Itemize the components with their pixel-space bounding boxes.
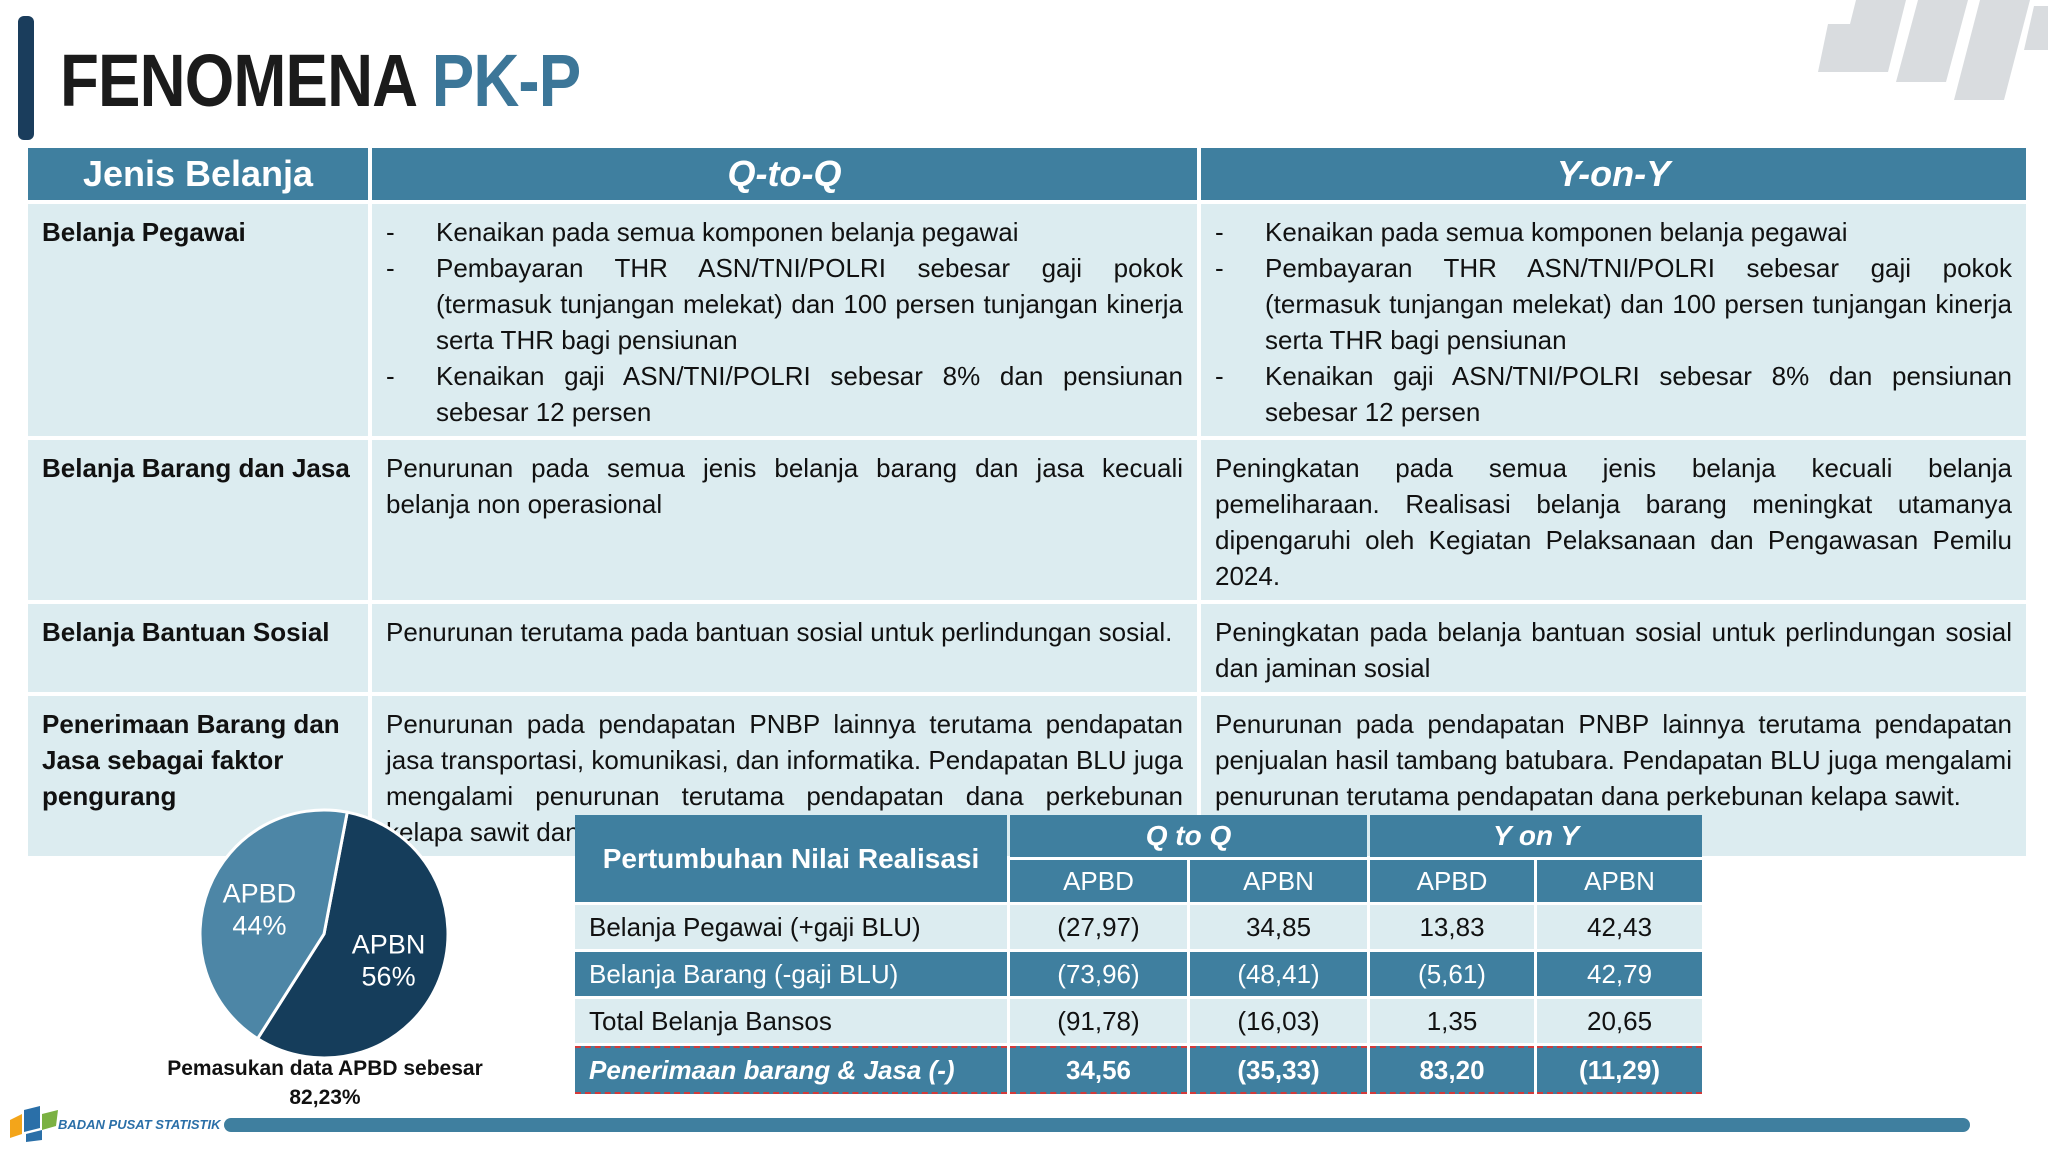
bps-logo-icon (6, 1104, 66, 1144)
table-row (28, 204, 2026, 436)
value-cell: (11,29) (1537, 1046, 1702, 1094)
value-cell: 42,43 (1537, 905, 1702, 949)
header-q-to-q: Q-to-Q (372, 148, 1197, 200)
yony-cell (1201, 204, 2026, 436)
phenomena-table-header (28, 148, 2026, 200)
subheader-apbn: APBN (1537, 860, 1702, 902)
row-label: Belanja Bantuan Sosial (28, 604, 368, 692)
list-item: - Kenaikan gaji ASN/TNI/POLRI sebesar 8% dan pensiunan sebesar 12 persen (386, 358, 1183, 430)
yony-cell: Peningkatan pada semua jenis belanja kecuali belanja pemeliharaan. Realisasi belanja barang meningkat utamanya dipengaruhi oleh Kegiatan Pelaksanaan dan Pengawasan Pemilu 2024. (1201, 440, 2026, 600)
value-cell: (35,33) (1190, 1046, 1367, 1094)
list-item: - Kenaikan gaji ASN/TNI/POLRI sebesar 8% dan pensiunan sebesar 12 persen (1215, 358, 2012, 430)
value-cell: (16,03) (1190, 999, 1367, 1043)
value-cell: (48,41) (1190, 952, 1367, 996)
value-cell: 42,79 (1537, 952, 1702, 996)
qtoq-cell: Penurunan pada semua jenis belanja barang dan jasa kecuali belanja non operasional (372, 440, 1197, 600)
title-accent-bar (18, 16, 34, 140)
pie-value-apbd: 44% (232, 910, 287, 941)
value-cell: 34,56 (1010, 1046, 1187, 1094)
growth-table-header (575, 815, 1702, 857)
bullet-list (386, 214, 1183, 430)
value-cell: (5,61) (1370, 952, 1534, 996)
table-row-highlight (575, 1046, 1702, 1094)
list-item: - Pembayaran THR ASN/TNI/POLRI sebesar gaji pokok (termasuk tunjangan melekat) dan 100 persen tunjangan kinerja serta THR bagi pensiunan (1215, 250, 2012, 358)
table-row (28, 440, 2026, 600)
subheader-apbn: APBN (1190, 860, 1367, 902)
value-cell: 1,35 (1370, 999, 1534, 1043)
yony-cell: Penurunan pada pendapatan PNBP lainnya terutama pendapatan penjualan hasil tambang batubara. Pendapatan BLU juga mengalami penurunan terutama pendapatan dana perkebunan kelapa sawit. (1201, 696, 2026, 856)
apbd-apbn-pie-chart (196, 806, 452, 1062)
pie-label-apbn: APBN (351, 929, 426, 960)
yony-cell: Peningkatan pada belanja bantuan sosial untuk perlindungan sosial dan jaminan sosial (1201, 604, 2026, 692)
list-item: - Kenaikan pada semua komponen belanja pegawai (386, 214, 1183, 250)
pie-value-apbn: 56% (361, 961, 416, 992)
bps-org-name: BADAN PUSAT STATISTIK (58, 1117, 221, 1132)
row-label: Penerimaan barang & Jasa (-) (575, 1046, 1007, 1094)
value-cell: (91,78) (1010, 999, 1187, 1043)
page-title-part1: FENOMENA (60, 39, 415, 122)
qtoq-cell: Penurunan terutama pada bantuan sosial untuk perlindungan sosial. (372, 604, 1197, 692)
list-item: - Pembayaran THR ASN/TNI/POLRI sebesar gaji pokok (termasuk tunjangan melekat) dan 100 persen tunjangan kinerja serta THR bagi pensiunan (386, 250, 1183, 358)
header-jenis-belanja: Jenis Belanja (28, 148, 368, 200)
value-cell: (27,97) (1010, 905, 1187, 949)
subheader-apbd: APBD (1010, 860, 1187, 902)
decorative-logo-stripes (1818, 0, 2048, 120)
qtoq-cell: Penurunan pada pendapatan PNBP lainnya terutama pendapatan jasa transportasi, komunikasi, dan informatika. Pendapatan BLU juga mengalami penurunan terutama pendapatan dana perkebunan kelapa sawit dan (372, 696, 1197, 856)
group-y-on-y: Y on Y (1370, 815, 1702, 857)
value-cell: 20,65 (1537, 999, 1702, 1043)
header-y-on-y: Y-on-Y (1201, 148, 2026, 200)
subheader-apbd: APBD (1370, 860, 1534, 902)
table-row (575, 999, 1702, 1043)
growth-table-title: Pertumbuhan Nilai Realisasi (575, 815, 1007, 902)
group-q-to-q: Q to Q (1010, 815, 1367, 857)
qtoq-cell (372, 204, 1197, 436)
row-label: Belanja Barang (-gaji BLU) (575, 952, 1007, 996)
value-cell: 13,83 (1370, 905, 1534, 949)
row-label: Penerimaan Barang dan Jasa sebagai faktor pengurang (28, 696, 368, 856)
pie-label-apbd: APBD (222, 878, 297, 909)
value-cell: 83,20 (1370, 1046, 1534, 1094)
page-title-part2: PK-P (431, 39, 581, 122)
footer-bar (224, 1118, 1970, 1132)
phenomena-table (24, 144, 2030, 860)
row-label: Belanja Barang dan Jasa (28, 440, 368, 600)
pie-caption: Pemasukan data APBD sebesar 82,23% (167, 1057, 483, 1109)
row-label: Belanja Pegawai (28, 204, 368, 436)
page-title (60, 38, 580, 123)
value-cell: 34,85 (1190, 905, 1367, 949)
table-row (28, 604, 2026, 692)
bullet-list (1215, 214, 2012, 430)
value-cell: (73,96) (1010, 952, 1187, 996)
row-label: Total Belanja Bansos (575, 999, 1007, 1043)
list-item: - Kenaikan pada semua komponen belanja pegawai (1215, 214, 2012, 250)
growth-table (572, 812, 1705, 1097)
row-label: Belanja Pegawai (+gaji BLU) (575, 905, 1007, 949)
table-row (575, 952, 1702, 996)
table-row (575, 905, 1702, 949)
